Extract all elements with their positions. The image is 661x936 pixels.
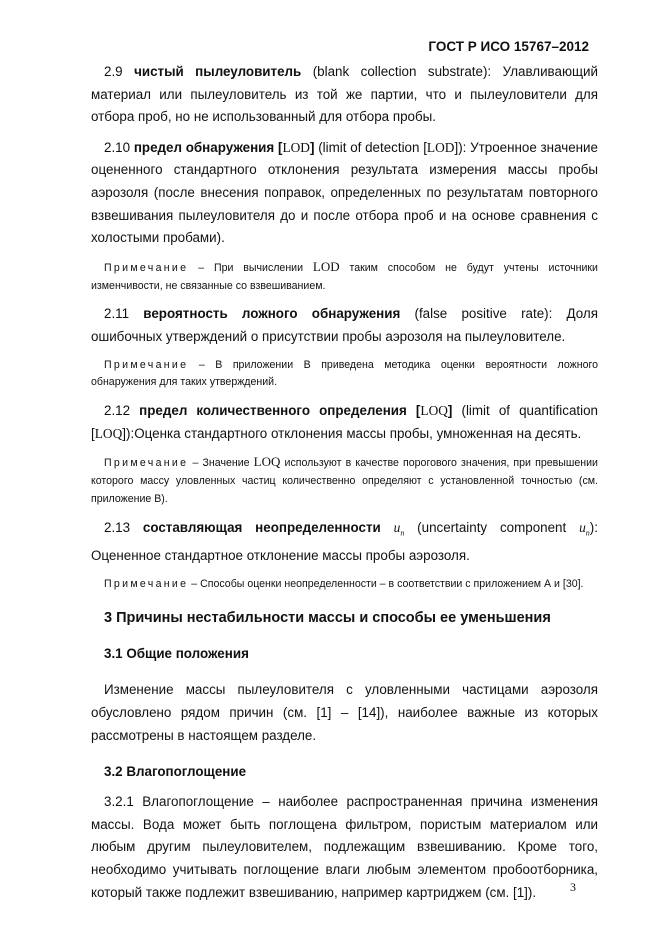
term-2-12: предел количественного определения [LOQ]: [139, 403, 453, 419]
term-2-9: чистый пылеуловитель: [134, 64, 302, 79]
term-2-13: составляющая неопределенности: [142, 519, 381, 535]
definition-2-11: 2.11 вероятность ложного обнаружения (false positive rate): Доля ошибочных утверждений о присутствии пробы аэрозоля на пылеуловителе.: [91, 306, 598, 344]
definition-2-12: 2.12 предел количественного определения [LOQ] (limit of quantification [LOQ]):Оценка стандартного отклонения массы пробы, умноженная на десять.: [91, 403, 598, 441]
term-2-11: вероятность ложного обнаружения: [143, 306, 401, 322]
paragraph-3-2-1: 3.2.1 Влагопоглощение – наиболее распространенная причина изменения массы. Вода может быть поглощена фильтром, пористым материалом или любым другим пылеуловителем, подлежащим взвешиванию. Кроме того, необходимо учитывать поглощение влаги любым элементом пробоотборника, который также подлежит взвешиванию, например картриджем (см. [1]).: [91, 794, 598, 900]
definition-2-10: 2.10 предел обнаружения [LOD] (limit of detection [LOD]): Утроенное значение оцененного стандартного отклонения результата измерения массы пробы аэрозоля (после внесения поправок, определенных по результатам повторного взвешивания пылеуловителя до и после отбора проб и на основе сравнения с холостыми пробами).: [91, 139, 598, 246]
term-2-10: предел обнаружения [LOD]: [133, 139, 315, 155]
page-number: 3: [570, 880, 576, 894]
definition-2-13: 2.13 составляющая неопределенности $u_n$ (uncertainty component $u_n$): Оцененное стандартное отклонение массы пробы аэрозоля.: [91, 519, 598, 563]
note-2-11: Примечание – В приложении В приведена методика оценки вероятности ложного обнаружения для таких утверждений.: [91, 358, 598, 389]
document-body: [91, 61, 598, 904]
section-3-title: 3 Причины нестабильности массы и способы ее уменьшения: [104, 610, 551, 627]
definition-2-9: 2.9 чистый пылеуловитель (blank collection substrate): Улавливающий материал или пылеуловитель из той же партии, что и пылеуловители для отбора проб, но не использованный для отбора пробы.: [91, 64, 598, 125]
standard-header: ГОСТ Р ИСО 15767–2012: [428, 39, 589, 54]
subsection-3-1-title: 3.1 Общие положения: [104, 646, 249, 662]
note-2-10: Примечание – При вычислении LOD таким способом не будут учтены источники изменчивости, не связанные со взвешиванием.: [91, 258, 598, 292]
subsection-3-2-title: 3.2 Влагопоглощение: [104, 764, 247, 780]
note-2-13: Примечание – Способы оценки неопределенности – в соответствии с приложением А и [30].: [104, 577, 584, 590]
note-2-12: Примечание – Значение LOQ используют в качестве порогового значения, при превышении которого массу уловленных частиц количественно определяют с установленной точностью (см. приложение В).: [91, 454, 598, 505]
paragraph-3-1: Изменение массы пылеуловителя с уловленными частицами аэрозоля обусловлено рядом причин (см. [1] – [14]), наиболее важные из которых рассмотрены в настоящем разделе.: [91, 682, 598, 743]
